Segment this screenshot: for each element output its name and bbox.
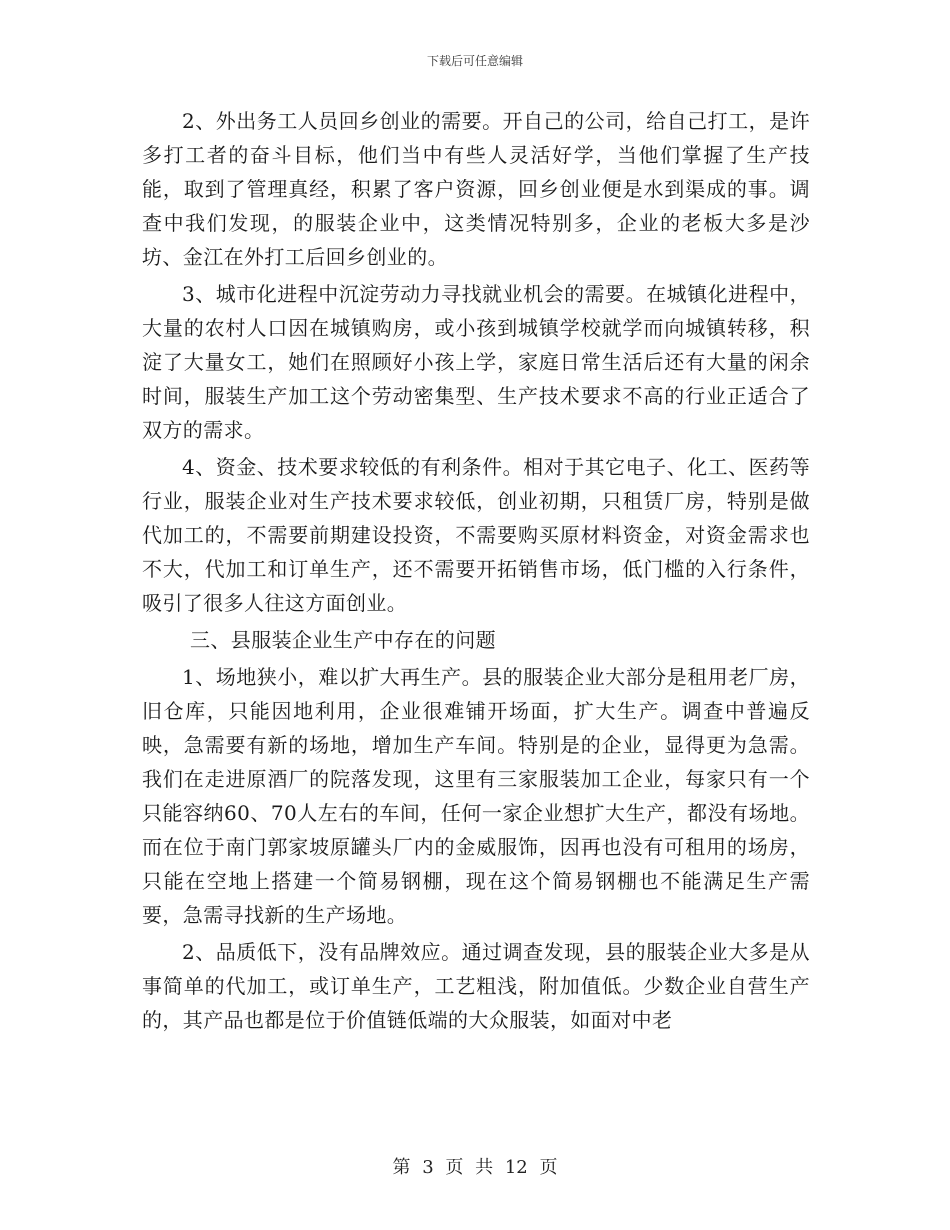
document-body bbox=[142, 104, 810, 1040]
paragraph-low-quality: 2、品质低下，没有品牌效应。通过调查发现，县的服装企业大多是从事简单的代加工，或订单生产，工艺粗浅，附加值低。少数企业自营生产的，其产品也都是位于价值链低端的大众服装，如面对中老 bbox=[142, 940, 810, 1032]
section-heading-problems: 三、县服装企业生产中存在的问题 bbox=[190, 628, 496, 652]
paragraph-returning-workers: 2、外出务工人员回乡创业的需要。开自己的公司，给自己打工，是许多打工者的奋斗目标，他们当中有些人灵活好学，当他们掌握了生产技能，取到了管理真经，积累了客户资源，回乡创业便是水到渠成的事。调查中我们发现，的服装企业中，这类情况特别多，企业的老板大多是沙坊、金江在外打工后回乡创业的。 bbox=[142, 109, 810, 269]
page-header-note: 下载后可任意编辑 bbox=[426, 54, 523, 68]
paragraph-low-capital-requirements: 4、资金、技术要求较低的有利条件。相对于其它电子、化工、医药等行业，服装企业对生产技术要求较低，创业初期，只租赁厂房，特别是做代加工的，不需要前期建设投资，不需要购买原材料资金，对资金需求也不大，代加工和订单生产，还不需要开拓销售市场，低门槛的入行条件，吸引了很多人往这方面创业。 bbox=[142, 455, 810, 615]
paragraph-urbanization-labor: 3、城市化进程中沉淀劳动力寻找就业机会的需要。在城镇化进程中，大量的农村人口因在城镇购房，或小孩到城镇学校就学而向城镇转移，积淀了大量女工，她们在照顾好小孩上学，家庭日常生活后还有大量的闲余时间，服装生产加工这个劳动密集型、生产技术要求不高的行业正适合了双方的需求。 bbox=[142, 282, 810, 442]
page-number-footer: 第 3 页 共 12 页 bbox=[392, 1157, 558, 1178]
paragraph-limited-space: 1、场地狭小，难以扩大再生产。县的服装企业大部分是租用老厂房，旧仓库，只能因地利用，企业很难铺开场面，扩大生产。调查中普遍反映，急需要有新的场地，增加生产车间。特别是的企业，显得更为急需。我们在走进原酒厂的院落发现，这里有三家服装加工企业，每家只有一个只能容纳60、70人左右的车间，任何一家企业想扩大生产，都没有场地。而在位于南门郭家坡原罐头厂内的金威服饰，因再也没有可租用的场房，只能在空地上搭建一个简易钢棚，现在这个简易钢棚也不能满足生产需要，急需寻找新的生产场地。 bbox=[142, 665, 810, 927]
